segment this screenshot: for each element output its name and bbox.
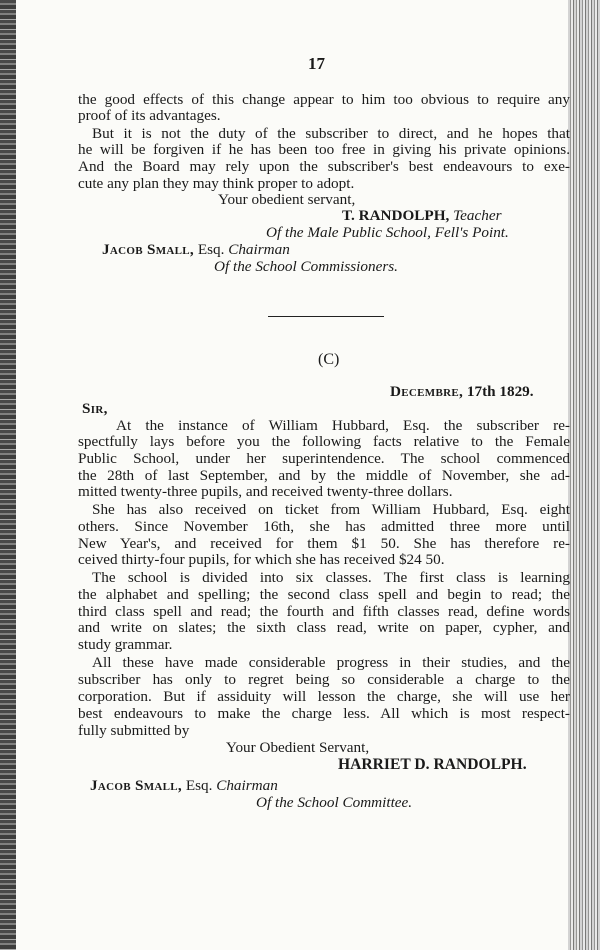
text-line: spectfully lays before you the following facts relative to the Female bbox=[78, 433, 570, 450]
closing-line: Your Obedient Servant, bbox=[226, 739, 370, 756]
text-line: cute any plan they may think proper to adopt. bbox=[78, 175, 355, 192]
section-heading: (C) bbox=[318, 351, 340, 368]
text-line: mitted twenty-three pupils, and received twenty-three dollars. bbox=[78, 483, 453, 500]
date-month: Decembre, bbox=[390, 383, 464, 400]
text-line: others. Since November 16th, she has admitted three more until bbox=[78, 518, 570, 535]
page-number: 17 bbox=[308, 54, 325, 73]
text-line: corporation. But if assiduity will lesson the charge, she will use her bbox=[78, 688, 570, 705]
addressee-line bbox=[102, 242, 290, 258]
binding-edge-right bbox=[568, 0, 600, 950]
text-line: She has also received on ticket from William Hubbard, Esq. eight bbox=[92, 501, 570, 518]
signer-name: HARRIET D. RANDOLPH. bbox=[338, 756, 527, 773]
addressee-esq: Esq. bbox=[185, 777, 213, 794]
addressee-name: Jacob Small, bbox=[102, 241, 195, 258]
addressee-body: Of the School Commissioners. bbox=[214, 258, 398, 275]
binding-edge-left bbox=[0, 0, 16, 950]
text-line: fully submitted by bbox=[78, 722, 190, 739]
signer-name: T. RANDOLPH, bbox=[342, 207, 450, 224]
signature-line bbox=[342, 208, 501, 224]
salutation: Sir, bbox=[82, 400, 108, 417]
text-line: All these have made considerable progress in their studies, and the bbox=[92, 654, 570, 671]
text-line: the 28th of last September, and by the middle of November, she ad- bbox=[78, 467, 570, 484]
text-line: he will be forgiven if he has been too free in giving his private opinions. bbox=[78, 141, 570, 158]
addressee-body: Of the School Committee. bbox=[256, 794, 413, 811]
section-divider bbox=[268, 316, 384, 317]
closing-line: Your obedient servant, bbox=[218, 191, 356, 208]
signer-title: Teacher bbox=[453, 207, 502, 224]
text-line: the good effects of this change appear to him too obvious to require any bbox=[78, 91, 570, 108]
text-line: subscriber has only to regret being so considerable a charge to the bbox=[78, 671, 570, 688]
text-line: Public School, under her superintendence. The school commenced bbox=[78, 450, 570, 467]
text-line: At the instance of William Hubbard, Esq. the subscriber re- bbox=[116, 417, 570, 434]
text-line: The school is divided into six classes. The first class is learning bbox=[92, 569, 570, 586]
text-line: ceived thirty-four pupils, for which she has received $24 50. bbox=[78, 551, 445, 568]
addressee-name: Jacob Small, bbox=[90, 777, 183, 794]
text-line: the alphabet and spelling; the second class spell and begin to read; the bbox=[78, 586, 570, 603]
text-line: and write on slates; the sixth class read, write on paper, cypher, and bbox=[78, 619, 570, 636]
letter-date bbox=[390, 384, 534, 400]
text-line: best endeavours to make the charge less. All which is most respect- bbox=[78, 705, 570, 722]
text-line: study grammar. bbox=[78, 636, 173, 653]
date-day: 17th 1829. bbox=[466, 383, 534, 400]
addressee-esq: Esq. bbox=[197, 241, 225, 258]
text-line: third class spell and read; the fourth and fifth classes read, define words bbox=[78, 603, 570, 620]
addressee-role: Chairman bbox=[216, 777, 278, 794]
signer-school: Of the Male Public School, Fell's Point. bbox=[266, 224, 509, 241]
text-line: proof of its advantages. bbox=[78, 107, 221, 124]
addressee-role: Chairman bbox=[228, 241, 290, 258]
text-line: New Year's, and received for them $1 50. She has therefore re- bbox=[78, 535, 570, 552]
text-line: And the Board may rely upon the subscriber's best endeavours to exe- bbox=[78, 158, 570, 175]
addressee-line bbox=[90, 778, 278, 794]
text-line: But it is not the duty of the subscriber to direct, and he hopes that bbox=[92, 125, 570, 142]
